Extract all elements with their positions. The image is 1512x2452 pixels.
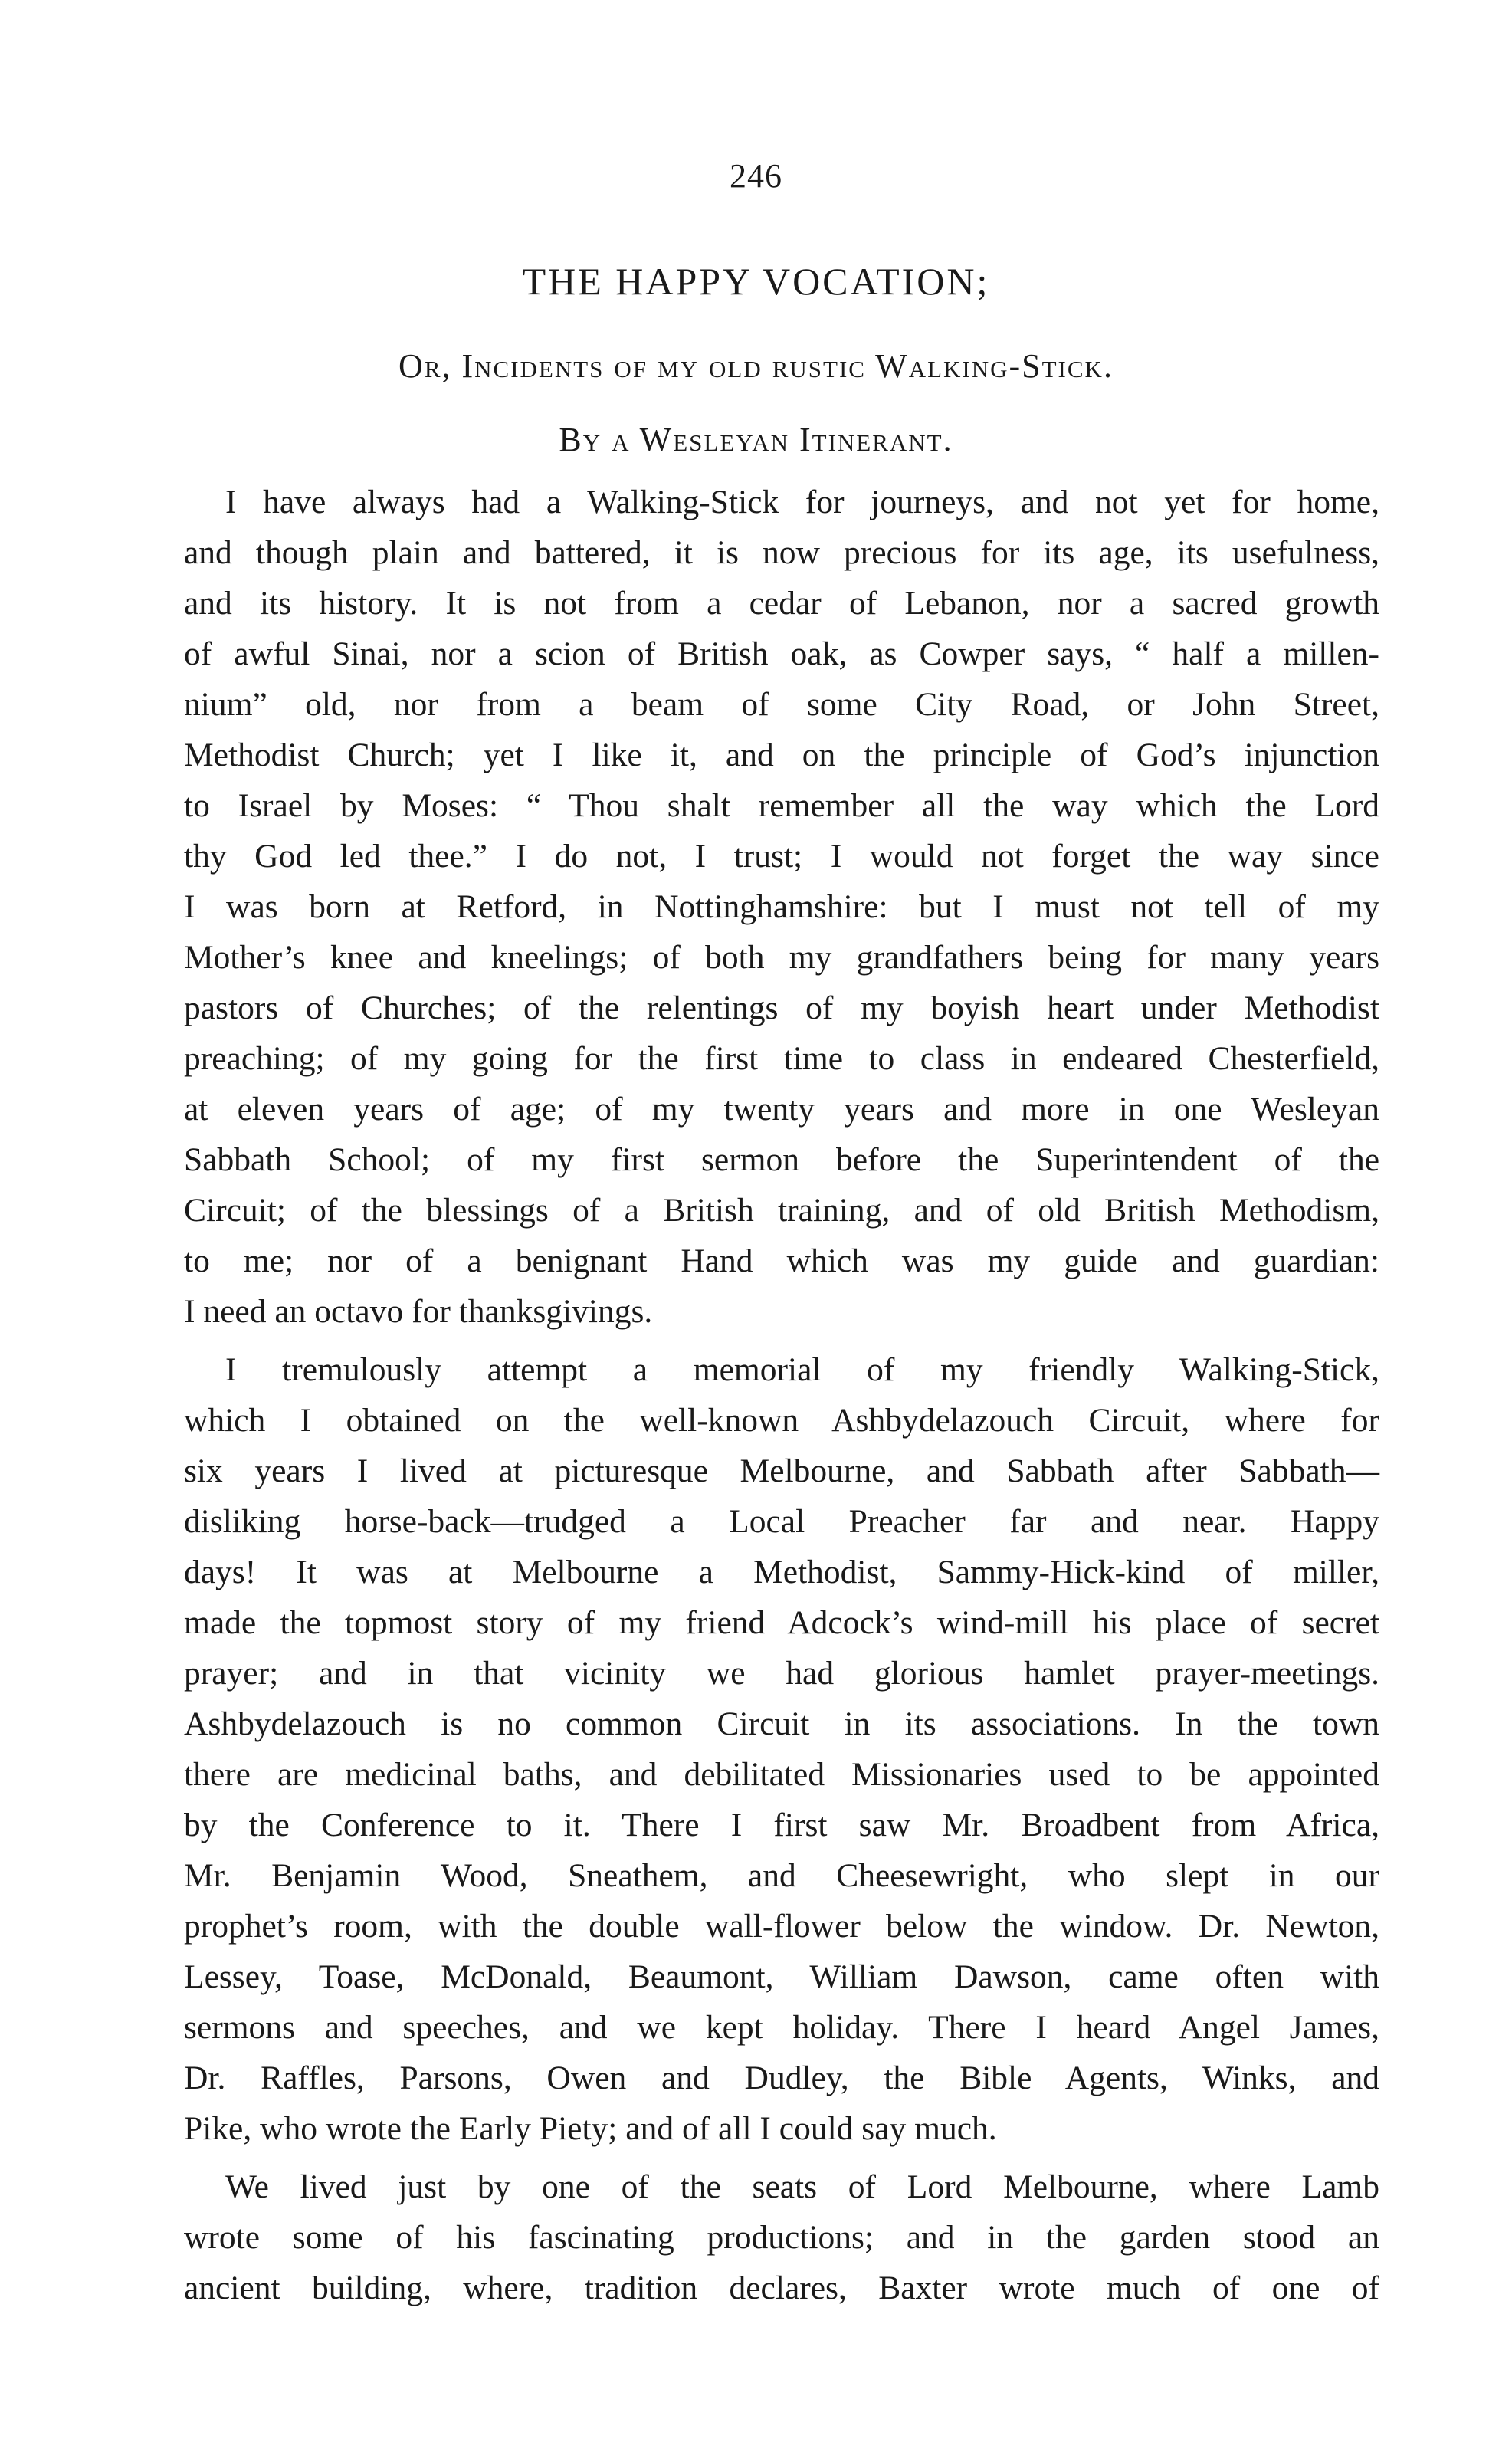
- text-line: pastors of Churches; of the relentings of my boyish heart under Methodist: [184, 990, 1379, 1026]
- text-line: I was born at Retford, in Nottinghamshire: but I must not tell of my: [184, 888, 1379, 925]
- text-line: and though plain and battered, it is now precious for its age, its usefulness,: [184, 534, 1379, 571]
- text-line: days! It was at Melbourne a Methodist, Sammy-Hick-kind of miller,: [184, 1554, 1379, 1590]
- text-line: Ashbydelazouch is no common Circuit in its associations. In the town: [184, 1705, 1379, 1742]
- text-line: prayer; and in that vicinity we had glorious hamlet prayer-meetings.: [184, 1655, 1379, 1692]
- text-line: Mother’s knee and kneelings; of both my grandfathers being for many years: [184, 939, 1379, 976]
- paragraph-gap: [184, 1337, 1379, 1344]
- text-line: Lessey, Toase, McDonald, Beaumont, William Dawson, came often with: [184, 1958, 1379, 1995]
- text-line: Mr. Benjamin Wood, Sneathem, and Cheesewright, who slept in our: [184, 1857, 1379, 1894]
- text-line: thy God led thee.” I do not, I trust; I would not forget the way since: [184, 838, 1379, 875]
- author-byline: By a Wesleyan Itinerant.: [559, 421, 953, 458]
- text-line: Sabbath School; of my first sermon before the Superintendent of the: [184, 1141, 1379, 1178]
- text-line: Circuit; of the blessings of a British training, and of old British Methodism,: [184, 1192, 1379, 1229]
- text-line: disliking horse-back—trudged a Local Preacher far and near. Happy: [184, 1503, 1379, 1540]
- text-line: six years I lived at picturesque Melbourne, and Sabbath after Sabbath—: [184, 1452, 1379, 1489]
- text-line: I tremulously attempt a memorial of my friendly Walking-Stick,: [225, 1351, 1379, 1388]
- text-line: preaching; of my going for the first time to class in endeared Chesterfield,: [184, 1040, 1379, 1077]
- text-line: We lived just by one of the seats of Lord Melbourne, where Lamb: [225, 2168, 1379, 2205]
- text-line: I have always had a Walking-Stick for journeys, and not yet for home,: [225, 484, 1379, 520]
- text-line: to me; nor of a benignant Hand which was my guide and guardian:: [184, 1242, 1379, 1279]
- text-line: which I obtained on the well-known Ashbydelazouch Circuit, where for: [184, 1402, 1379, 1439]
- text-line: by the Conference to it. There I first saw Mr. Broadbent from Africa,: [184, 1807, 1379, 1843]
- text-line: Dr. Raffles, Parsons, Owen and Dudley, the Bible Agents, Winks, and: [184, 2060, 1379, 2096]
- text-line: ancient building, where, tradition declares, Baxter wrote much of one of: [184, 2270, 1379, 2306]
- text-line: of awful Sinai, nor a scion of British oak, as Cowper says, “ half a millen-: [184, 635, 1379, 672]
- text-line: Pike, who wrote the Early Piety; and of all I could say much.: [184, 2110, 997, 2147]
- text-line: made the topmost story of my friend Adcock’s wind-mill his place of secret: [184, 1604, 1379, 1641]
- paragraph-3: [184, 2162, 1379, 2313]
- text-line: prophet’s room, with the double wall-flower below the window. Dr. Newton,: [184, 1908, 1379, 1945]
- text-line: to Israel by Moses: “ Thou shalt remember all the way which the Lord: [184, 787, 1379, 824]
- text-line: and its history. It is not from a cedar of Lebanon, nor a sacred growth: [184, 585, 1379, 622]
- paragraph-gap: [184, 2154, 1379, 2162]
- text-line: there are medicinal baths, and debilitated Missionaries used to be appointed: [184, 1756, 1379, 1793]
- body-text: [184, 477, 1379, 2313]
- text-line: I need an octavo for thanksgivings.: [184, 1293, 653, 1330]
- chapter-title: THE HAPPY VOCATION;: [522, 260, 990, 303]
- text-line: at eleven years of age; of my twenty years and more in one Wesleyan: [184, 1091, 1379, 1128]
- text-line: sermons and speeches, and we kept holiday. There I heard Angel James,: [184, 2009, 1379, 2046]
- text-line: Methodist Church; yet I like it, and on the principle of God’s injunction: [184, 737, 1379, 773]
- page-number: 246: [730, 157, 782, 195]
- text-line: wrote some of his fascinating productions; and in the garden stood an: [184, 2219, 1379, 2256]
- text-line: nium” old, nor from a beam of some City Road, or John Street,: [184, 686, 1379, 723]
- paragraph-1: [184, 477, 1379, 1337]
- paragraph-2: [184, 1344, 1379, 2154]
- chapter-subtitle: Or, Incidents of my old rustic Walking-Stick.: [398, 347, 1114, 385]
